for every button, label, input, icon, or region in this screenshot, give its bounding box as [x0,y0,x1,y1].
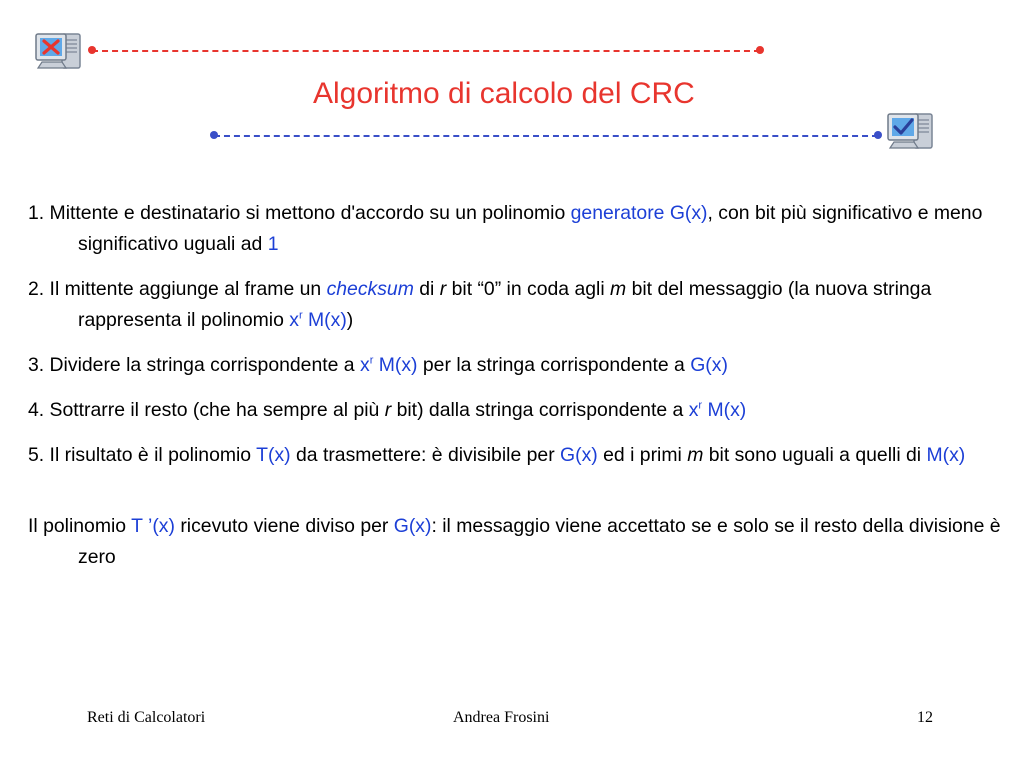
computer-error-icon [32,26,88,82]
computer-ok-icon [884,106,940,162]
line-endpoint-dot [210,131,218,139]
page-number: 12 [917,709,933,726]
slide-title: Algoritmo di calcolo del CRC [313,77,695,110]
slide-content [28,198,1012,587]
decorative-dashed-line-bottom [214,135,878,137]
line-endpoint-dot [88,46,96,54]
list-item-5: 5. Il risultato è il polinomio T(x) da trasmettere: è divisibile per G(x) ed i primi m bit sono uguali a quelli di M(x) [28,444,966,466]
decorative-dashed-line-top [92,50,760,52]
list-item-1: 1. Mittente e destinatario si mettono d'accordo su un polinomio generatore G(x), con bit più significativo e meno significativo uguali ad 1 [28,202,983,255]
list-item-3: 3. Dividere la stringa corrispondente a $x^r$ M(x) per la stringa corrispondente a G(x) [28,354,728,376]
footer-author: Andrea Frosini [453,709,550,726]
list-item-2: 2. Il mittente aggiunge al frame un checksum di r bit “0” in coda agli m bit del messaggio (la nuova stringa rappresenta il polinomio $x^r$ M(x)) [28,278,932,331]
list-item-4: 4. Sottrarre il resto (che ha sempre al più r bit) dalla stringa corrispondente a $x^r$ M(x) [28,399,747,421]
footer-course: Reti di Calcolatori [87,709,206,726]
line-endpoint-dot [874,131,882,139]
line-endpoint-dot [756,46,764,54]
note-paragraph: Il polinomio T ’(x) ricevuto viene diviso per G(x): il messaggio viene accettato se e solo se il resto della divisione è zero [28,515,1001,568]
